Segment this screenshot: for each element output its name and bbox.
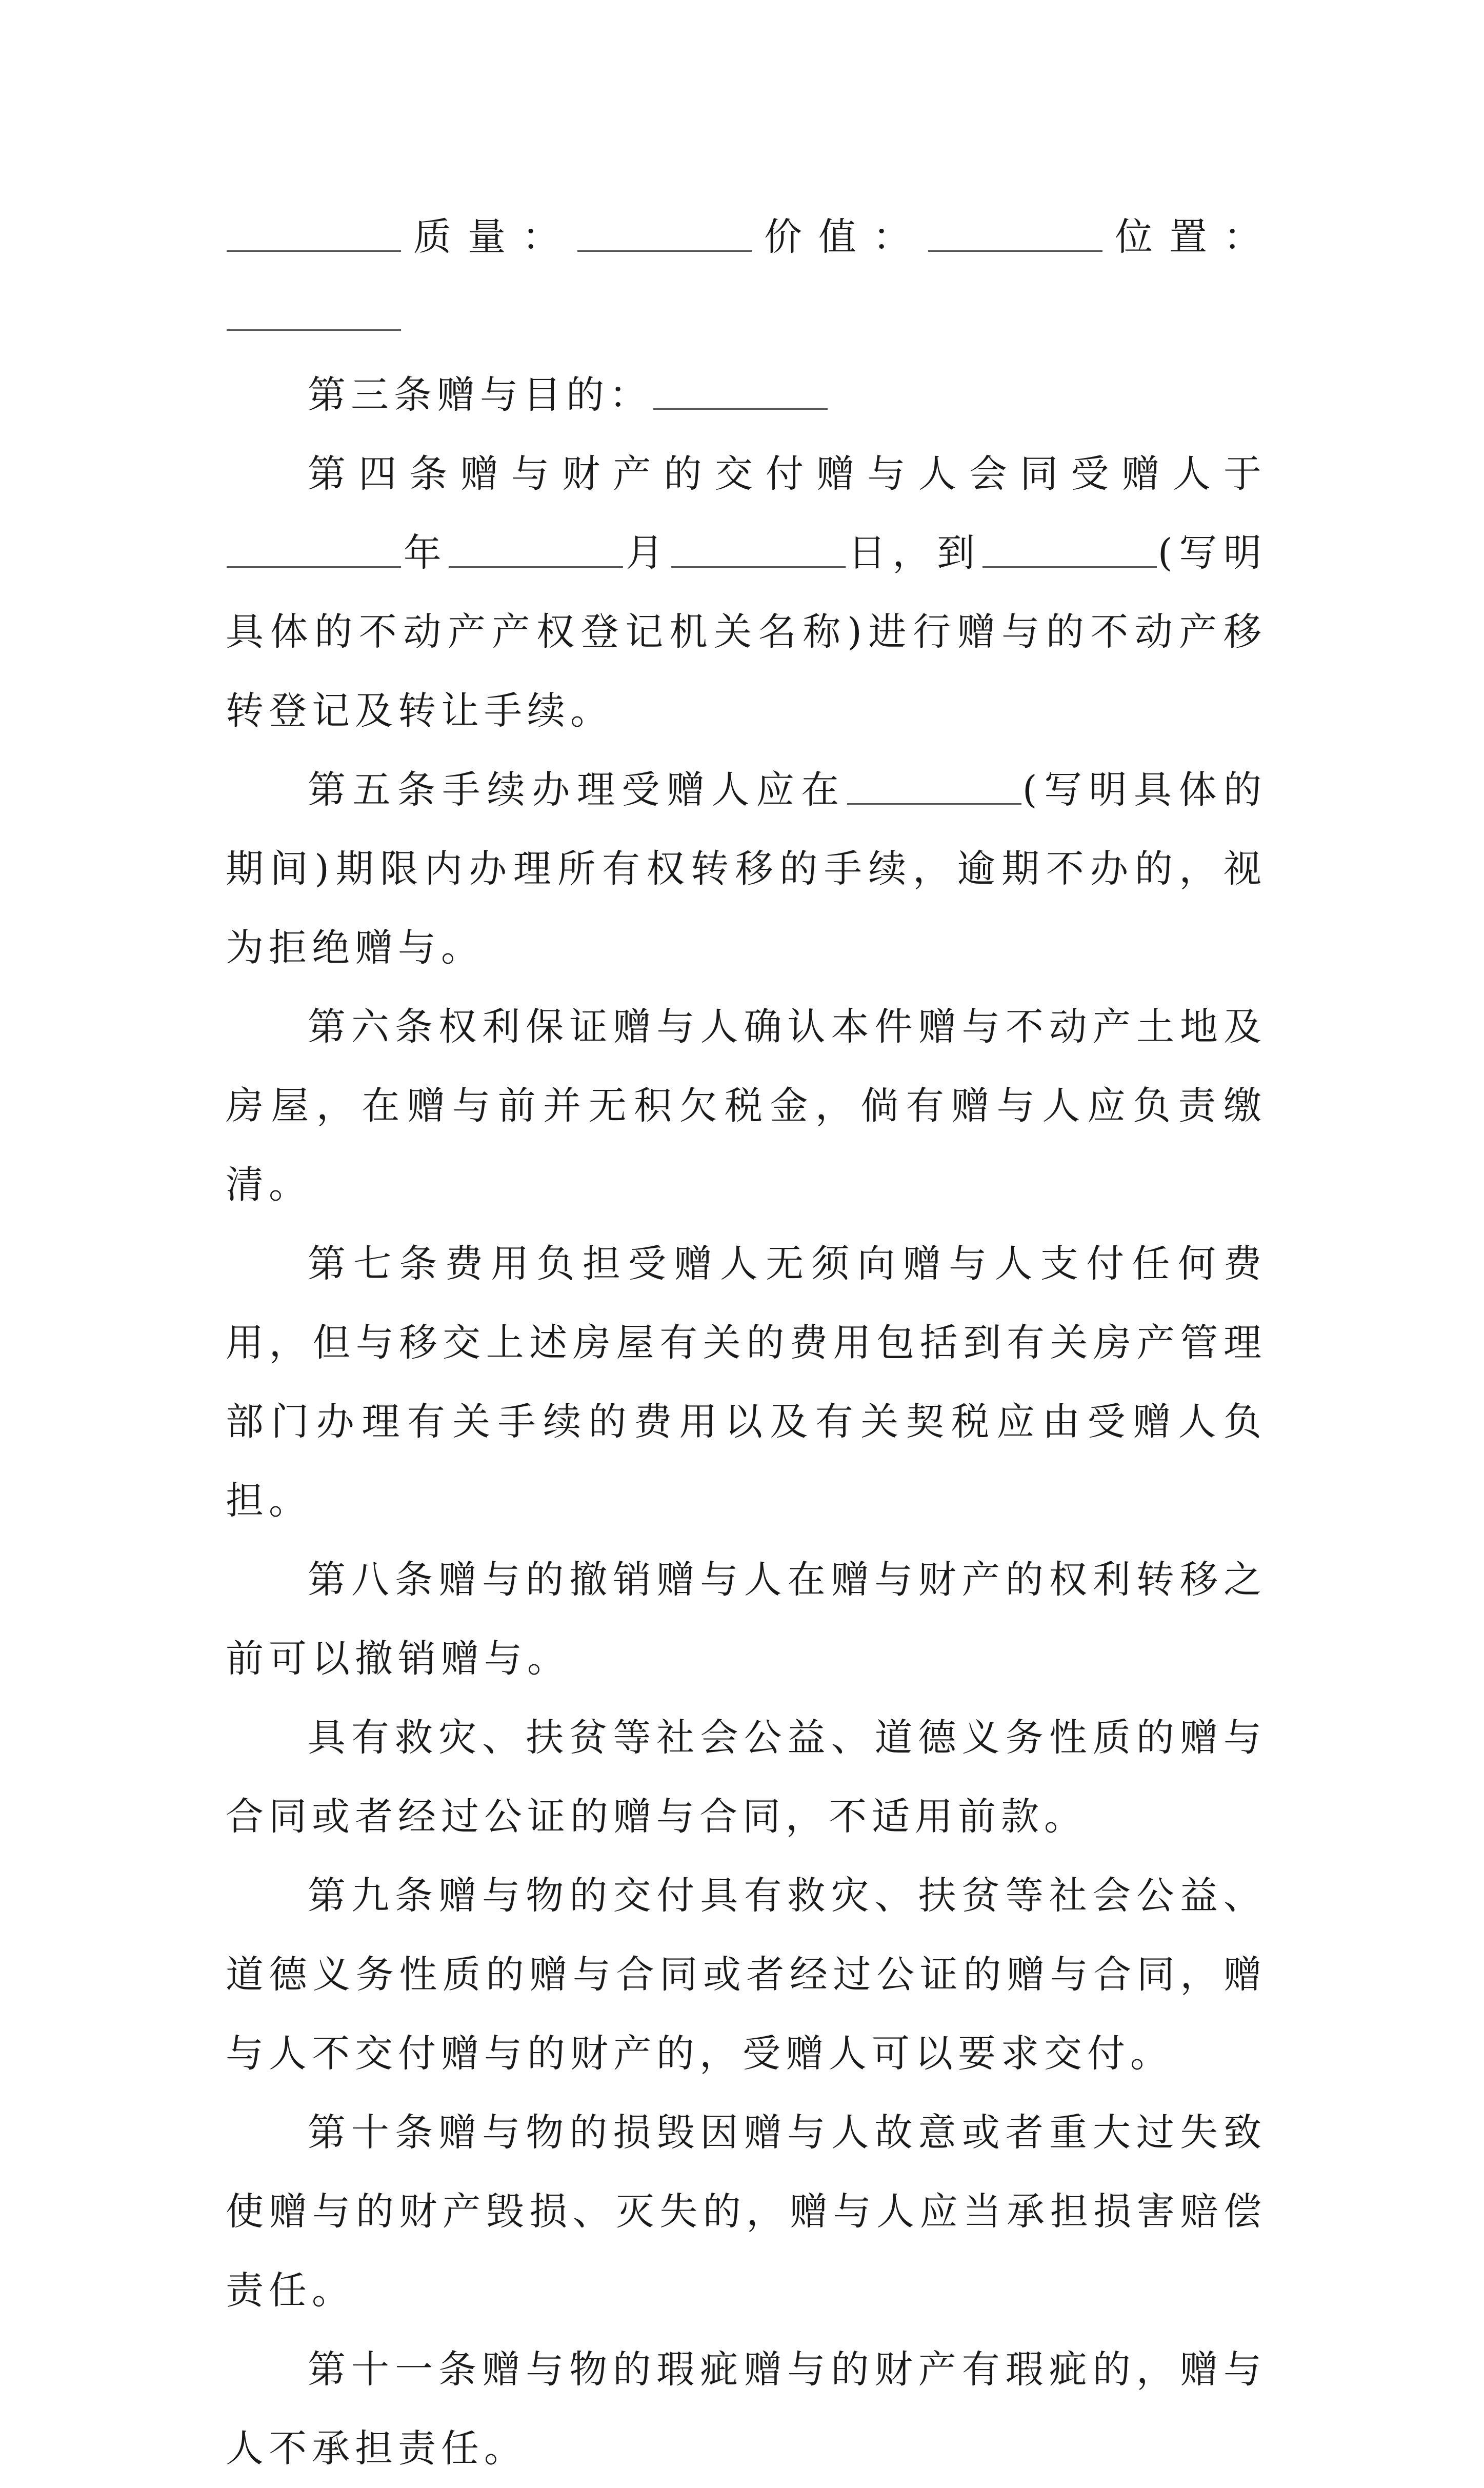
- article-5-part1: 第五条手续办理受赠人应在: [308, 768, 846, 812]
- value-label: 价值：: [753, 215, 927, 259]
- purpose-blank-field[interactable]: [653, 372, 828, 410]
- year-blank-field[interactable]: [449, 530, 623, 568]
- registry-blank-field[interactable]: [982, 530, 1157, 568]
- quality-blank-field[interactable]: [577, 214, 752, 252]
- property-details-line: [226, 197, 1267, 355]
- article-5-part2: (写明具体的期间)期限内办理所有权转移的手续，逾期不办的，视为拒绝赠与。: [226, 768, 1267, 970]
- position-label: 位置：: [1104, 215, 1267, 259]
- article-4: [226, 434, 1267, 750]
- article-4-part2: (写明具体的不动产产权登记机关名称)进行赠与的不动产移转登记及转让手续。: [226, 531, 1267, 733]
- document-body: [226, 197, 1267, 2488]
- month-label: 月: [624, 531, 670, 575]
- article-8-note: 具有救灾、扶贫等社会公益、道德义务性质的赠与合同或者经过公证的赠与合同，不适用前款。: [226, 1716, 1267, 1839]
- article-9: 第九条赠与物的交付具有救灾、扶贫等社会公益、道德义务性质的赠与合同或者经过公证的赠与合同，赠与人不交付赠与的财产的，受赠人可以要求交付。: [226, 1874, 1267, 2076]
- article-5: [226, 750, 1267, 987]
- date-blank-field[interactable]: [227, 530, 401, 568]
- article-8: 第八条赠与的撤销赠与人在赠与财产的权利转移之前可以撤销赠与。: [226, 1558, 1267, 1681]
- article-4-part1: 第四条赠与财产的交付赠与人会同受赠人于: [308, 452, 1267, 496]
- quality-label: 质量：: [402, 215, 576, 259]
- article-7: 第七条费用负担受赠人无须向赠与人支付任何费用，但与移交上述房屋有关的费用包括到有关房产管理部门办理有关手续的费用以及有关契税应由受赠人负担。: [226, 1242, 1267, 1523]
- article-3-text: 第三条赠与目的：: [308, 373, 652, 417]
- article-3: [226, 355, 1267, 434]
- blank-field[interactable]: [227, 214, 401, 252]
- article-11: 第十一条赠与物的瑕疵赠与的财产有瑕疵的，赠与人不承担责任。: [226, 2347, 1267, 2471]
- period-blank-field[interactable]: [847, 767, 1021, 805]
- day-to-label: 日，到: [846, 531, 981, 575]
- article-10: 第十条赠与物的损毁因赠与人故意或者重大过失致使赠与的财产毁损、灭失的，赠与人应当承担损害赔偿责任。: [226, 2111, 1267, 2313]
- value-blank-field[interactable]: [928, 214, 1102, 252]
- year-label: 年: [402, 531, 448, 575]
- position-blank-field[interactable]: [227, 293, 401, 331]
- article-6: 第六条权利保证赠与人确认本件赠与不动产土地及房屋，在赠与前并无积欠税金，倘有赠与人应负责缴清。: [226, 1005, 1267, 1207]
- month-blank-field[interactable]: [671, 530, 846, 568]
